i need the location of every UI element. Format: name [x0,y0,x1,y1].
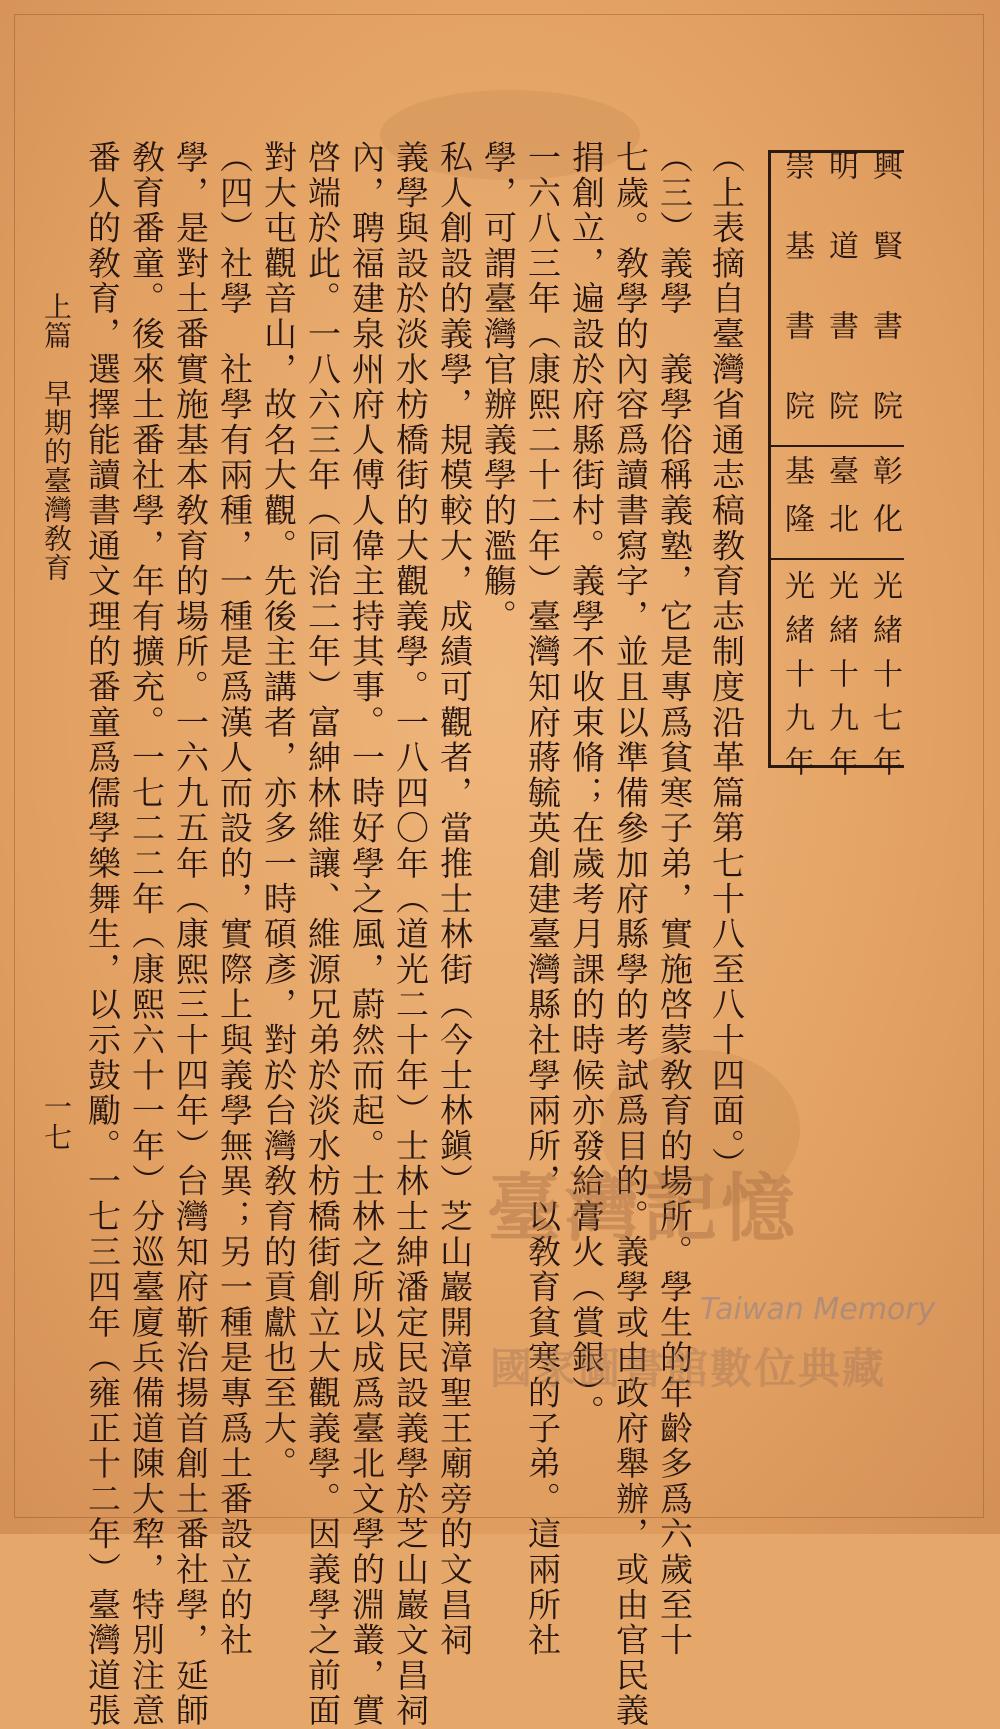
watermark-subtitle: 國家圖書館數位典藏 [490,1344,887,1393]
table-rule-mid [768,558,904,560]
text-column: （四）社學 社學有兩種，一種是爲漢人而設的，實際上與義學無異；另一種是專爲土番設立的社 [215,140,254,1658]
page-number: 一七 [40,1092,73,1153]
text-column: （三）義學 義學俗稱義塾，它是專爲貧寒子弟，實施啓蒙敎育的場所。學生的年齡多爲六歲至十 [655,140,694,1658]
table-rule-left [768,150,771,768]
table-cell-place: 臺北 [823,455,858,551]
table-cell-place: 彰化 [867,455,902,551]
text-column: 一六八三年（康熙二十二年）臺灣知府蔣毓英創建臺灣縣社學兩所，以敎育貧寒的子弟。這兩所社 [523,140,562,1658]
watermark-english: Taiwan Memory [700,1292,936,1327]
text-column: 學，是對土番實施基本敎育的場所。一六九五年（康熙三十四年）台灣知府靳治揚首創土番社學，延師 [171,140,210,1729]
text-column: 對大屯觀音山，故名大觀。先後主講者，亦多一時碩彥，對於台灣敎育的貢獻也至大。 [259,140,298,1482]
table-cell-year: 光緒十九年 [823,570,858,790]
text-column: 番人的敎育，選擇能讀書通文理的番童爲儒學樂舞生，以示鼓勵。一七三四年（雍正十二年）臺灣道張 [83,140,122,1729]
running-title: 上篇 早期的臺灣敎育 [40,292,73,582]
text-column: 私人創設的義學，規模較大，成績可觀者，當推士林街（今士林鎭）芝山巖開漳聖王廟旁的文昌祠 [435,140,474,1658]
text-column: 學，可謂臺灣官辦義學的濫觴。 [479,140,518,635]
table-cell-name: 明道書院 [823,150,858,470]
table-cell-name: 興賢書院 [867,150,902,470]
text-column: 敎育番童。後來土番社學，年有擴充。一七二二年（康熙六十一年）分巡臺廈兵備道陳大犂，特別注意 [127,140,166,1729]
watermark-title: 臺灣記憶 [487,1166,799,1252]
table-cell-year: 光緒十七年 [867,570,902,790]
academy-table [768,150,904,790]
text-column: 內，聘福建泉州府人傅人偉主持其事。一時好學之風，蔚然而起。士林之所以成爲臺北文學的淵叢，實 [347,140,386,1729]
text-column: 啓端於此。一八六三年（同治二年）富紳林維讓、維源兄弟於淡水枋橋街創立大觀義學。因義學之前面 [303,140,342,1729]
text-column: 捐創立，遍設於府縣街村。義學不收束脩；在歲考月課的時候亦發給膏火（賞銀）。 [567,140,606,1430]
table-cell-name: 崇基書院 [779,150,814,470]
text-column: 義學與設於淡水枋橋街的大觀義學。一八四〇年（道光二十年）士林士紳潘定民設義學於芝山巖文昌祠 [391,140,430,1729]
table-cell-place: 基隆 [779,455,814,551]
text-column: （上表摘自臺灣省通志稿教育志制度沿革篇第七十八至八十四面。） [707,140,746,1183]
table-cell-year: 光緒十九年 [779,570,814,790]
text-column: 七歲。敎學的內容爲讀書寫字，並且以準備參加府縣學的考試爲目的。義學或由政府舉辦，或由官民義 [611,140,650,1729]
